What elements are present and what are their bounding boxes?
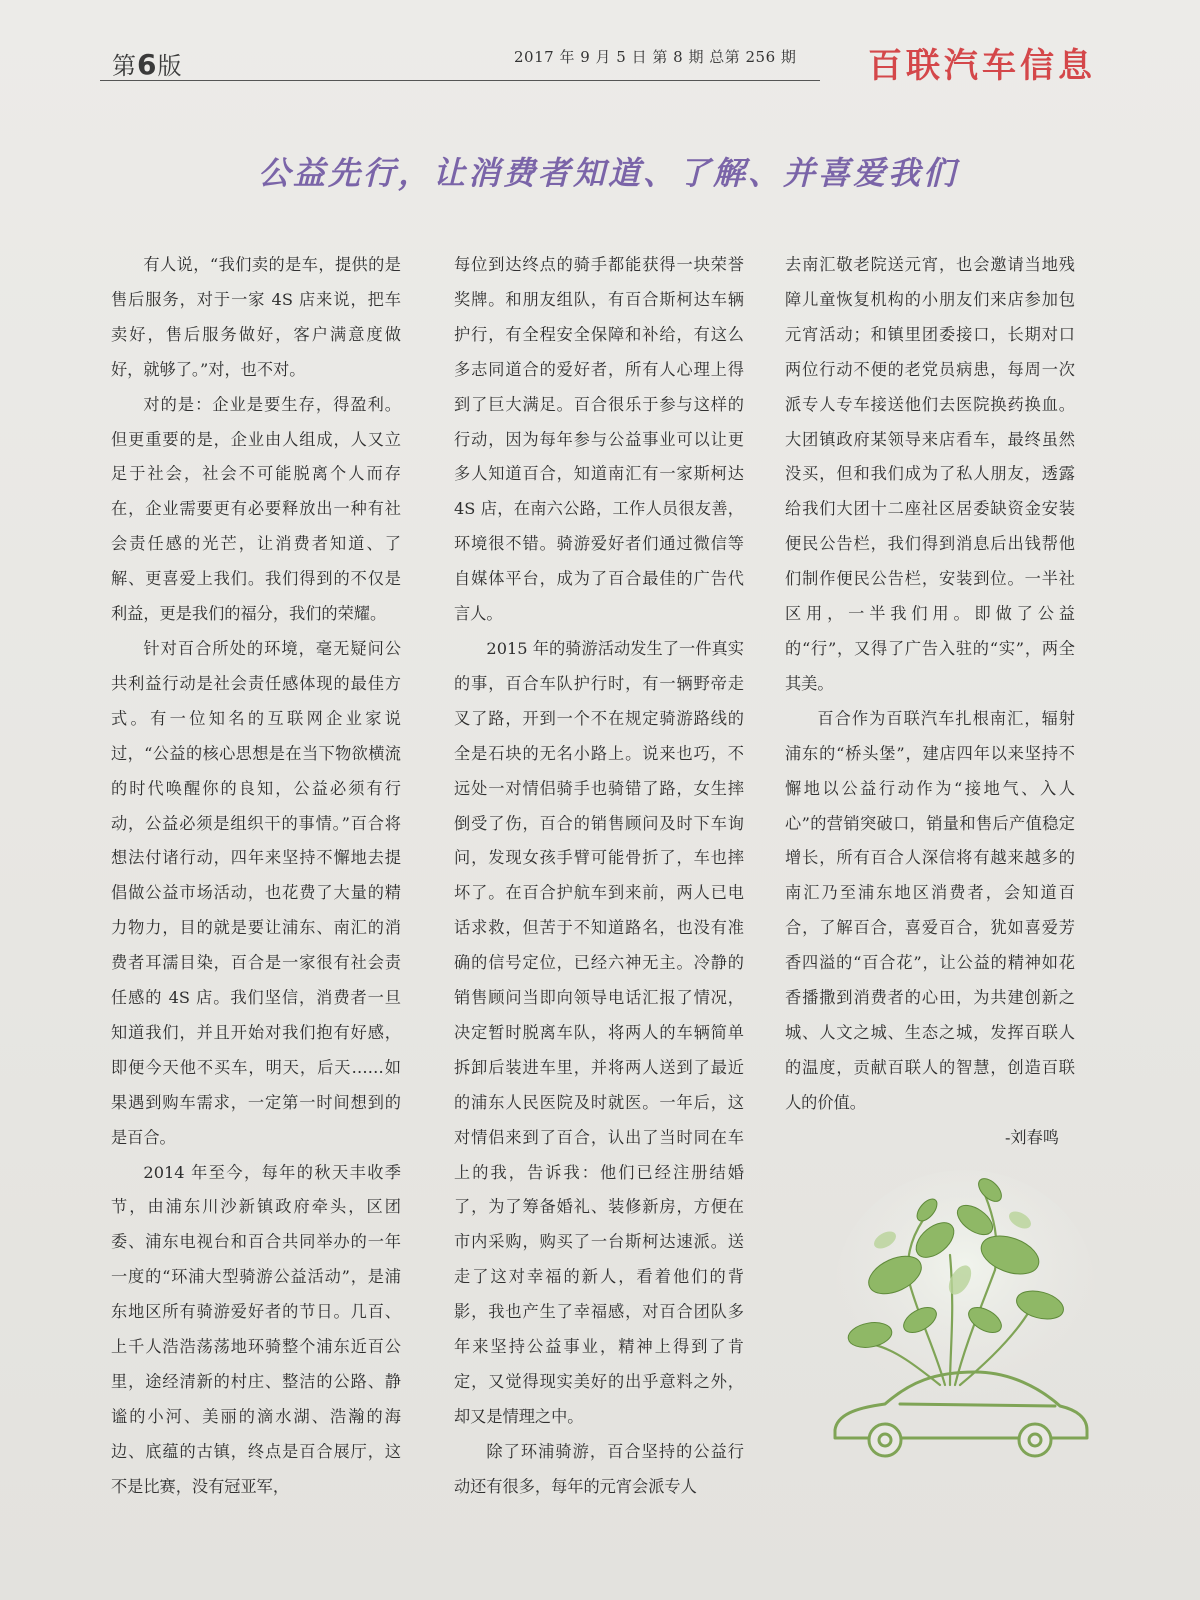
edition-number: 6 bbox=[137, 48, 158, 81]
article-column-3 bbox=[785, 248, 1075, 1156]
article-paragraph: 除了环浦骑游，百合坚持的公益行动还有很多，每年的元宵会派专人 bbox=[454, 1441, 744, 1496]
article-paragraph: 2014 年至今，每年的秋天丰收季节，由浦东川沙新镇政府牵头，区团委、浦东电视台和百合共同举办的一年一度的“环浦大型骑游公益活动”，是浦东地区所有骑游爱好者的节日。几百、上千人浩浩荡荡地环骑整个浦东近百公里，途经清新的村庄、整洁的公路、静谧的小河、美丽的滴水湖、浩瀚的海边、底蕴的古镇，终点是百合展厅，这不是比赛，没有冠亚军， bbox=[111, 1162, 401, 1496]
article-paragraph: 2015 年的骑游活动发生了一件真实的事，百合车队护行时，有一辆野帝走叉了路，开到一个不在规定骑游路线的全是石块的无名小路上。说来也巧，不远处一对情侣骑手也骑错了路，女生摔倒受了伤，百合的销售顾问及时下车询问，发现女孩手臂可能骨折了，车也摔坏了。在百合护航车到来前，两人已电话求救，但苦于不知道路名，也没有准确的信号定位，已经六神无主。冷静的销售顾问当即向领导电话汇报了情况，决定暂时脱离车队，将两人的车辆简单拆卸后装进车里，并将两人送到了最近的浦东人民医院及时就医。一年后，这对情侣来到了百合，认出了当时同在车上的我，告诉我：他们已经注册结婚了，为了筹备婚礼、装修新房，方便在市内采购，购买了一台斯柯达速派。送走了这对幸福的新人，看着他们的背影，我也产生了幸福感，对百合团队多年来坚持公益事业，精神上得到了肯定，又觉得现实美好的出乎意料之外，却又是情理之中。 bbox=[454, 638, 744, 1426]
article-title: 公益先行，让消费者知道、了解、并喜爱我们 bbox=[258, 154, 959, 192]
header-rule bbox=[100, 80, 820, 81]
article-paragraph: 针对百合所处的环境，毫无疑问公共利益行动是社会责任感体现的最佳方式。有一位知名的互联网企业家说过，“公益的核心思想是在当下物欲横流的时代唤醒你的良知，公益必须有行动，公益必须是组织干的事情。”百合将想法付诸行动，四年来坚持不懈地去提倡做公益市场活动，也花费了大量的精力物力，目的就是要让浦东、南汇的消费者耳濡目染，百合是一家很有社会责任感的 4S 店。我们坚信，消费者一旦知道我们，并且开始对我们抱有好感，即便今天他不买车，明天，后天……如果遇到购车需求，一定第一时间想到的是百合。 bbox=[111, 638, 401, 1147]
edition-label bbox=[112, 46, 182, 81]
masthead: 百联汽车信息 bbox=[868, 46, 1096, 86]
article-author: -刘春鸣 bbox=[1004, 1127, 1059, 1147]
article-paragraph: 对的是：企业是要生存，得盈利。但更重要的是，企业由人组成，人又立足于社会，社会不可能脱离个人而存在，企业需要更有必要释放出一种有社会责任感的光芒，让消费者知道、了解、更喜爱上我们。我们得到的不仅是利益，更是我们的福分，我们的荣耀。 bbox=[111, 394, 401, 624]
article-paragraph: 百合作为百联汽车扎根南汇，辐射浦东的“桥头堡”，建店四年以来坚持不懈地以公益行动作为“接地气、入人心”的营销突破口，销量和售后产值稳定增长，所有百合人深信将有越来越多的南汇乃至浦东地区消费者，会知道百合，了解百合，喜爱百合，犹如喜爱芳香四溢的“百合花”，让公益的精神如花香播撒到消费者的心田，为共建创新之城、人文之城、生态之城，发挥百联人的温度，贡献百联人的智慧，创造百联人的价值。 bbox=[785, 708, 1075, 1112]
article-paragraph: 有人说，“我们卖的是车，提供的是售后服务，对于一家 4S 店来说，把车卖好，售后服务做好，客户满意度做好，就够了。”对，也不对。 bbox=[111, 255, 401, 379]
article-column-2 bbox=[454, 248, 744, 1505]
edition-suffix: 版 bbox=[157, 52, 183, 80]
article-paragraph: 每位到达终点的骑手都能获得一块荣誉奖牌。和朋友组队，有百合斯柯达车辆护行，有全程安全保障和补给，有这么多志同道合的爱好者，所有人心理上得到了巨大满足。百合很乐于参与这样的行动，因为每年参与公益事业可以让更多人知道百合，知道南汇有一家斯柯达 4S 店，在南六公路，工作人员很友善，环境很不错。骑游爱好者们通过微信等自媒体平台，成为了百合最佳的广告代言人。 bbox=[454, 255, 744, 624]
edition-prefix: 第 bbox=[112, 52, 137, 80]
issue-info: 2017 年 9 月 5 日 第 8 期 总第 256 期 bbox=[514, 48, 797, 66]
plant-car-illustration-icon bbox=[815, 1160, 1095, 1480]
article-column-1 bbox=[111, 248, 401, 1505]
article-paragraph: 去南汇敬老院送元宵，也会邀请当地残障儿童恢复机构的小朋友们来店参加包元宵活动；和镇里团委接口，长期对口两位行动不便的老党员病患，每周一次派专人专车接送他们去医院换药换血。大团镇政府某领导来店看车，最终虽然没买，但和我们成为了私人朋友，透露给我们大团十二座社区居委缺资金安装便民公告栏，我们得到消息后出钱帮他们制作便民公告栏，安装到位。一半社区用，一半我们用。即做了公益的“行”，又得了广告入驻的“实”，两全其美。 bbox=[785, 255, 1075, 693]
